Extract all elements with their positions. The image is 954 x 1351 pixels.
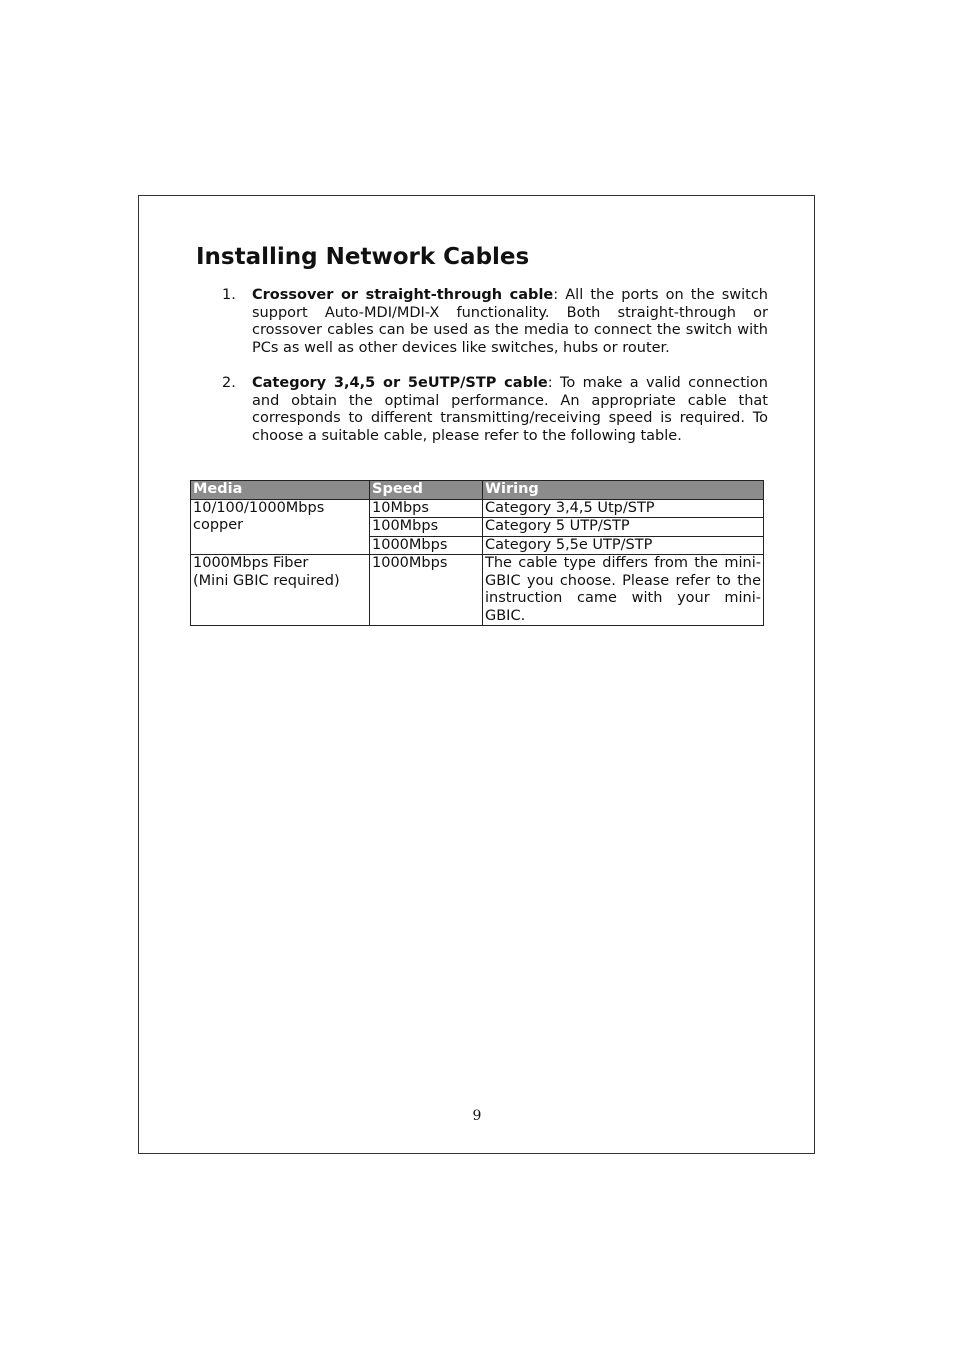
list-number: 2. — [222, 375, 236, 391]
list-item-body — [252, 287, 768, 357]
header-speed: Speed — [370, 481, 483, 500]
list-item-crossover-cable — [222, 287, 768, 357]
media-line: copper — [193, 517, 244, 533]
table-row — [191, 555, 764, 626]
speed-cell: 1000Mbps — [370, 555, 483, 626]
wiring-cell: Category 3,4,5 Utp/STP — [483, 499, 764, 518]
speed-cell: 1000Mbps — [370, 536, 483, 555]
list-item-text: : To make a valid connection and obtain the optimal performance. An appropriate cable that corresponds to different transmitting/receiving speed is required. To choose a suitable cable, please refer to the following table. — [252, 375, 768, 444]
speed-cell: 10Mbps — [370, 499, 483, 518]
list-item-term: Category 3,4,5 or 5eUTP/STP cable — [252, 375, 548, 391]
media-line: 1000Mbps Fiber — [193, 555, 309, 571]
speed-cell: 100Mbps — [370, 518, 483, 537]
media-cell-copper — [191, 499, 370, 555]
cable-spec-table — [190, 480, 764, 626]
list-item-body — [252, 375, 768, 445]
list-number: 1. — [222, 287, 236, 303]
header-media: Media — [191, 481, 370, 500]
table-row — [191, 499, 764, 518]
list-item-category-cable — [222, 375, 768, 445]
media-line: (Mini GBIC required) — [193, 572, 340, 589]
media-cell-fiber — [191, 555, 370, 626]
header-wiring: Wiring — [483, 481, 764, 500]
media-line: 10/100/1000Mbps — [193, 499, 325, 516]
wiring-cell: Category 5,5e UTP/STP — [483, 536, 764, 555]
wiring-cell: Category 5 UTP/STP — [483, 518, 764, 537]
page-number: 9 — [472, 1108, 482, 1124]
wiring-cell: The cable type differs from the mini-GBIC you choose. Please refer to the instruction came with your mini-GBIC. — [483, 555, 764, 626]
table-header-row — [191, 481, 764, 500]
page-title: Installing Network Cables — [196, 244, 530, 270]
list-item-term: Crossover or straight-through cable — [252, 287, 554, 303]
list-item-text: : All the ports on the switch support Auto-MDI/MDI-X functionality. Both straight-through or crossover cables can be used as the media to connect the switch with PCs as well as other devices like switches, hubs or router. — [252, 287, 768, 356]
